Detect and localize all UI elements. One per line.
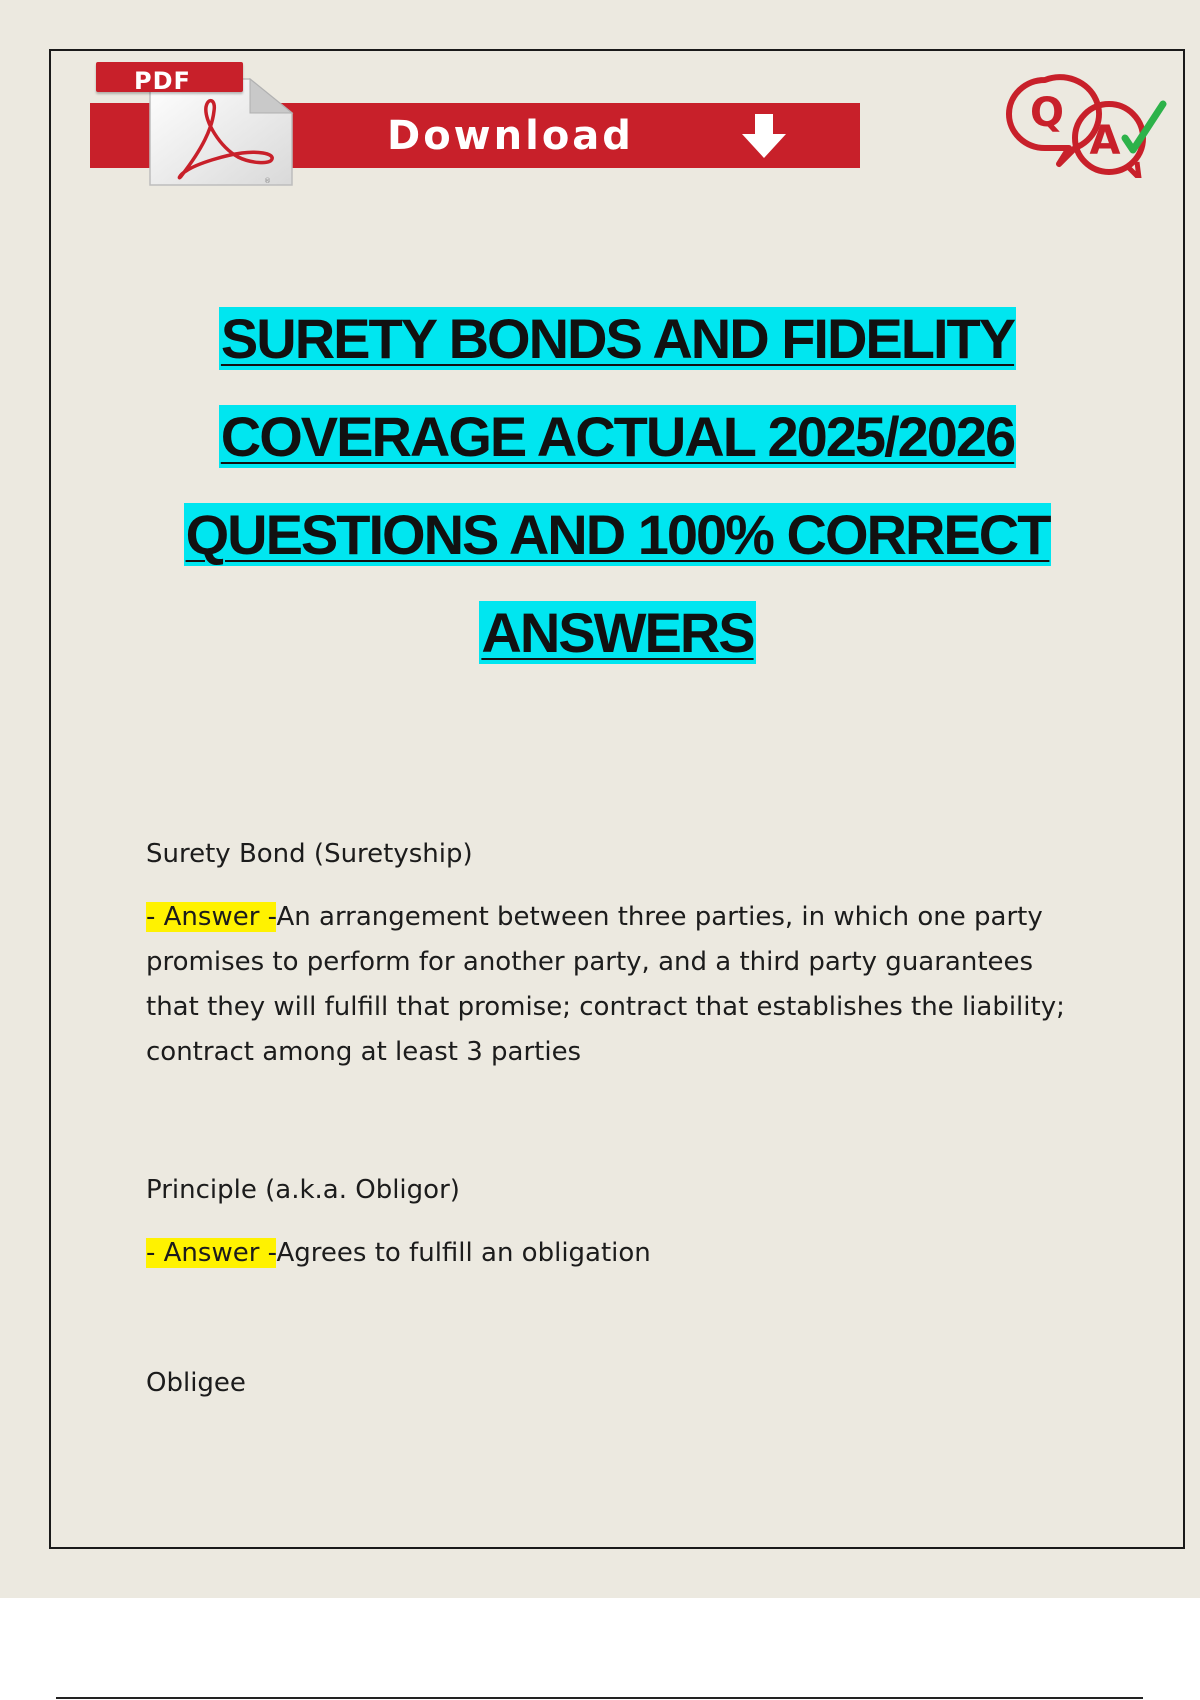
answer-text — [146, 895, 1086, 1075]
qa-item — [146, 1363, 1086, 1403]
qa-list — [146, 834, 1086, 1403]
qa-item — [146, 834, 1086, 1075]
answer-body: An arrangement between three parties, in which one party promises to perform for another party, and a third party guarantees that they will fulfill that promise; contract that establishes the liability; contract among at least 3 parties — [146, 902, 1065, 1067]
title-line-2: COVERAGE ACTUAL 2025/2026 — [220, 405, 1015, 468]
qa-logo-icon — [1005, 74, 1170, 182]
qa-item — [146, 1170, 1086, 1276]
answer-tag: - Answer - — [146, 1238, 277, 1268]
answer-tag: - Answer - — [146, 902, 277, 932]
title-line-3: QUESTIONS AND 100% CORRECT — [185, 503, 1050, 566]
title-line-1: SURETY BONDS AND FIDELITY — [220, 307, 1015, 370]
question-term: Principle (a.k.a. Obligor) — [146, 1175, 460, 1205]
download-arrow-icon — [738, 114, 790, 164]
pdf-tag — [96, 62, 243, 95]
footer-divider — [56, 1697, 1143, 1699]
answer-text — [146, 1231, 1086, 1276]
document-title — [120, 290, 1115, 682]
svg-text:®: ® — [264, 177, 271, 185]
download-banner[interactable] — [90, 58, 860, 185]
answer-body: Agrees to fulfill an obligation — [276, 1238, 651, 1268]
download-label: Download — [387, 113, 634, 159]
title-line-4: ANSWERS — [481, 601, 754, 664]
question-term: Surety Bond (Suretyship) — [146, 839, 473, 869]
logo-a: A — [1089, 118, 1121, 164]
logo-q: Q — [1029, 90, 1065, 136]
question-term: Obligee — [146, 1368, 246, 1398]
pdf-label: PDF — [134, 67, 191, 95]
